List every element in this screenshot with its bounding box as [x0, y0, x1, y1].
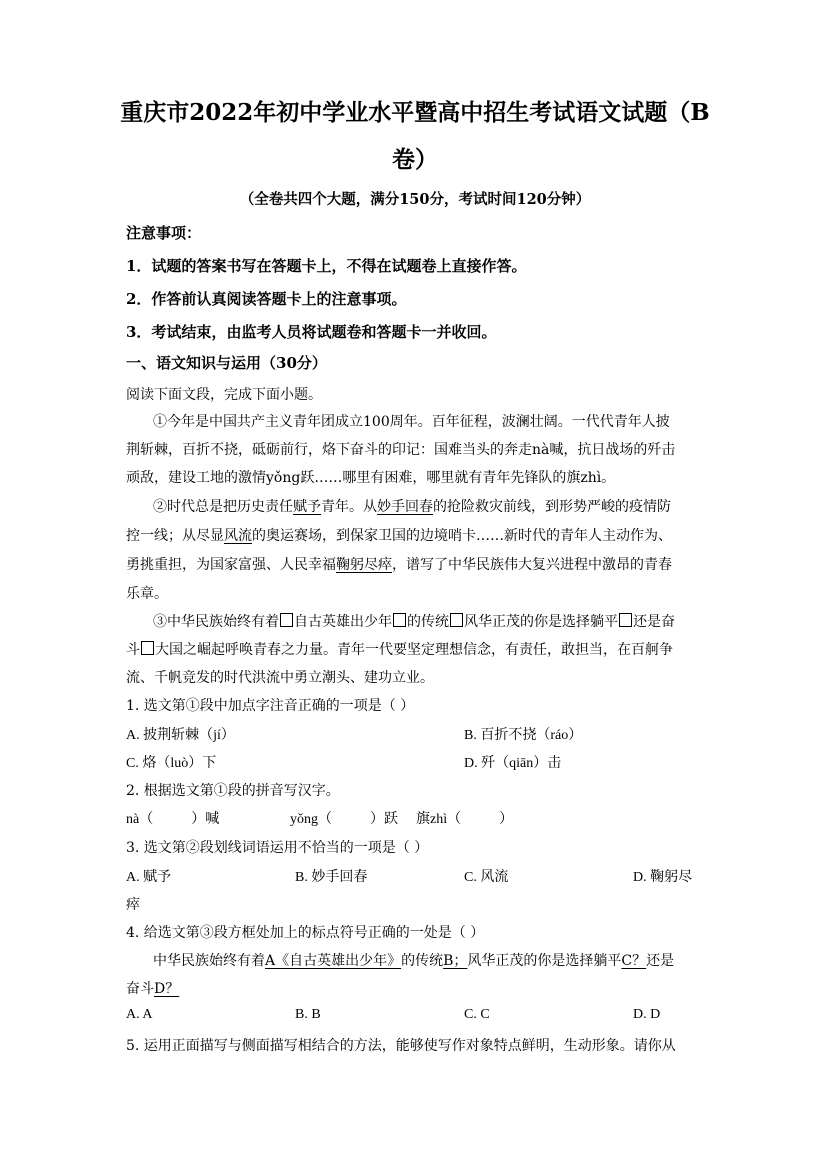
notice-item-1: 1．试题的答案书写在答题卡上，不得在试题卷上直接作答。 — [126, 257, 527, 275]
para1-line3: 顽敌，建设工地的激情yǒng跃……哪里有困难，哪里就有青年先锋队的旗zhì。 — [126, 470, 616, 486]
punctuation-box — [280, 613, 293, 627]
underlined-word: 鞠躬尽瘁 — [336, 557, 392, 573]
underlined-word: 赋予 — [293, 499, 321, 515]
question-4-stem: 4. 给选文第③段方框处加上的标点符号正确的一处是（ ） — [126, 925, 485, 941]
exam-title-continued: 卷） — [392, 146, 438, 173]
question-1-option-c: C. 烙（luò）下 — [126, 756, 217, 771]
para2-line4: 乐章。 — [126, 586, 168, 602]
para2-line1: ②时代总是把历史责任赋予青年。从妙手回春的抢险救灾前线，到形势严峻的疫情防 — [153, 499, 671, 515]
question-4-option-b: B. B — [295, 1007, 321, 1022]
question-4-option-a: A. A — [126, 1007, 153, 1022]
punctuation-box — [619, 613, 632, 627]
exam-subtitle: （全卷共四个大题，满分150分，考试时间120分钟） — [239, 191, 591, 208]
question-3-option-a: A. 赋予 — [126, 870, 172, 885]
para3-line1: ③中华民族始终有着 自古英雄出少年 的传统 风华正茂的你是选择躺平 还是奋 — [153, 614, 675, 630]
question-2-blank-na: nà（ ）喊 — [126, 812, 220, 827]
question-3-stem: 3. 选文第②段划线词语运用不恰当的一项是（ ） — [126, 840, 429, 856]
notice-heading: 注意事项： — [126, 224, 202, 242]
question-3-option-b: B. 妙手回春 — [295, 870, 368, 885]
notice-item-3: 3．考试结束，由监考人员将试题卷和答题卡一并收回。 — [126, 323, 497, 341]
question-5-stem: 5. 运用正面描写与侧面描写相结合的方法，能够使写作对象特点鲜明，生动形象。请你从 — [126, 1038, 676, 1054]
para2-line3: 勇挑重担，为国家富强、人民幸福鞠躬尽瘁，谱写了中华民族伟大复兴进程中激昂的青春 — [126, 557, 672, 573]
question-2-blank-zhi: 旗zhì（ ） — [416, 812, 514, 827]
para2-line2: 控一线；从尽显风流的奥运赛场，到保家卫国的边境哨卡……新时代的青年人主动作为、 — [126, 528, 672, 544]
underlined-word: 妙手回春 — [377, 499, 433, 515]
para3-line3: 流、千帆竞发的时代洪流中勇立潮头、建功立业。 — [126, 670, 434, 686]
marked-punctuation-c: C？ — [621, 953, 647, 969]
reading-instruction: 阅读下面文段，完成下面小题。 — [126, 387, 322, 403]
marked-punctuation-a: A《自古英雄出少年》 — [265, 953, 402, 969]
section-heading: 一、语文知识与运用（30分） — [126, 354, 327, 372]
question-2-stem: 2. 根据选文第①段的拼音写汉字。 — [126, 783, 340, 799]
question-4-sentence-line2: 奋斗D？ — [126, 981, 180, 997]
question-4-option-c: C. C — [464, 1007, 490, 1022]
para3-line2: 斗 大国之崛起呼唤青春之力量。青年一代要坚定理想信念，有责任，敢担当，在百舸争 — [126, 642, 673, 658]
para1-line2: 荆斩棘，百折不挠，砥砺前行，烙下奋斗的印记：国难当头的奔走nà喊，抗日战场的歼击 — [126, 442, 676, 458]
exam-title: 重庆市2022年初中学业水平暨高中招生考试语文试题（B — [120, 99, 710, 126]
question-3-option-d: D. 鞠躬尽 — [633, 870, 693, 885]
punctuation-box — [141, 641, 154, 655]
question-3-option-c: C. 风流 — [464, 870, 509, 885]
punctuation-box — [450, 613, 463, 627]
para1-line1: ①今年是中国共产主义青年团成立100周年。百年征程，波澜壮阔。一代代青年人披 — [153, 414, 670, 430]
question-1-stem: 1. 选文第①段中加点字注音正确的一项是（ ） — [126, 698, 415, 714]
question-1-option-a: A. 披荆斩棘（jí） — [126, 728, 235, 743]
question-1-option-d: D. 歼（qiān）击 — [464, 756, 562, 771]
notice-item-2: 2．作答前认真阅读答题卡上的注意事项。 — [126, 290, 407, 308]
question-2-blank-yong: yǒng（ ）跃 — [290, 812, 398, 827]
punctuation-box — [393, 613, 406, 627]
underlined-word: 风流 — [224, 528, 252, 544]
question-4-option-d: D. D — [633, 1007, 661, 1022]
marked-punctuation-d: D？ — [154, 981, 180, 997]
marked-punctuation-b: B； — [443, 953, 468, 969]
question-4-sentence-line1: 中华民族始终有着A《自古英雄出少年》的传统B；风华正茂的你是选择躺平C？还是 — [153, 953, 675, 969]
question-3-option-d-continued: 瘁 — [126, 898, 140, 913]
question-1-option-b: B. 百折不挠（ráo） — [464, 728, 583, 743]
